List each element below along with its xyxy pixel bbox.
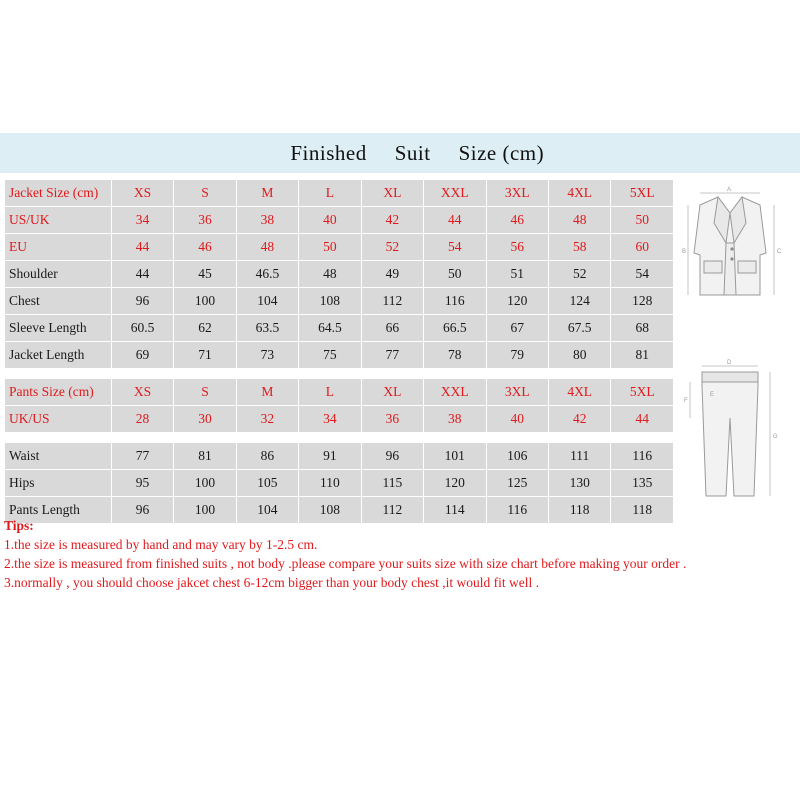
cell: 60.5 xyxy=(111,315,173,342)
cell: 66 xyxy=(361,315,423,342)
jacket-header-xl: XL xyxy=(361,180,423,207)
cell: 125 xyxy=(486,470,548,497)
cell: 100 xyxy=(174,470,236,497)
row-label: Hips xyxy=(5,470,112,497)
cell: 32 xyxy=(236,406,298,433)
trousers-icon xyxy=(670,356,790,516)
cell: 96 xyxy=(111,288,173,315)
cell: 67 xyxy=(486,315,548,342)
cell: 42 xyxy=(361,207,423,234)
cell: 100 xyxy=(174,288,236,315)
cell: 40 xyxy=(299,207,361,234)
tip-line-1: 1.the size is measured by hand and may vary by 1-2.5 cm. xyxy=(4,537,318,552)
cell: 118 xyxy=(548,497,610,524)
cell: 50 xyxy=(299,234,361,261)
cell: 48 xyxy=(299,261,361,288)
cell: 69 xyxy=(111,342,173,369)
cell: 108 xyxy=(299,288,361,315)
cell: 120 xyxy=(424,470,486,497)
jacket-header-5xl: 5XL xyxy=(611,180,674,207)
svg-text:G: G xyxy=(773,434,778,440)
row-label: US/UK xyxy=(5,207,112,234)
cell: 50 xyxy=(611,207,674,234)
cell: 44 xyxy=(111,261,173,288)
cell: 104 xyxy=(236,497,298,524)
jacket-header-s: S xyxy=(174,180,236,207)
cell: 110 xyxy=(299,470,361,497)
cell: 101 xyxy=(424,443,486,470)
cell: 40 xyxy=(486,406,548,433)
cell: 128 xyxy=(611,288,674,315)
cell: 51 xyxy=(486,261,548,288)
suit-jacket-icon xyxy=(670,183,790,333)
cell: 112 xyxy=(361,497,423,524)
jacket-header-3xl: 3XL xyxy=(486,180,548,207)
cell: 86 xyxy=(236,443,298,470)
pants-header-5xl: 5XL xyxy=(611,379,674,406)
jacket-header-xxl: XXL xyxy=(424,180,486,207)
cell: 124 xyxy=(548,288,610,315)
cell: 46.5 xyxy=(236,261,298,288)
cell: 44 xyxy=(611,406,674,433)
cell: 38 xyxy=(236,207,298,234)
table-gap xyxy=(5,369,674,379)
cell: 77 xyxy=(111,443,173,470)
row-label: EU xyxy=(5,234,112,261)
table-row xyxy=(5,180,674,207)
table-row xyxy=(5,315,674,342)
cell: 130 xyxy=(548,470,610,497)
cell: 81 xyxy=(174,443,236,470)
cell: 36 xyxy=(361,406,423,433)
cell: 80 xyxy=(548,342,610,369)
table-row xyxy=(5,443,674,470)
cell: 77 xyxy=(361,342,423,369)
row-label: Chest xyxy=(5,288,112,315)
cell: 135 xyxy=(611,470,674,497)
pants-header-xxl: XXL xyxy=(424,379,486,406)
tip-line-3: 3.normally , you should choose jakcet chest 6-12cm bigger than your body chest ,it would fit well . xyxy=(4,575,540,590)
cell: 73 xyxy=(236,342,298,369)
tip-line-2: 2.the size is measured from finished suits , not body .please compare your suits size with size chart before making your order . xyxy=(4,556,687,571)
row-label: Shoulder xyxy=(5,261,112,288)
cell: 48 xyxy=(236,234,298,261)
table-row xyxy=(5,234,674,261)
row-label: UK/US xyxy=(5,406,112,433)
cell: 36 xyxy=(174,207,236,234)
cell: 54 xyxy=(611,261,674,288)
jacket-header-m: M xyxy=(236,180,298,207)
cell: 58 xyxy=(548,234,610,261)
figures-area xyxy=(670,183,790,521)
cell: 96 xyxy=(111,497,173,524)
size-chart xyxy=(0,133,800,623)
cell: 120 xyxy=(486,288,548,315)
cell: 104 xyxy=(236,288,298,315)
pants-header-l: L xyxy=(299,379,361,406)
cell: 75 xyxy=(299,342,361,369)
cell: 52 xyxy=(548,261,610,288)
cell: 111 xyxy=(548,443,610,470)
cell: 64.5 xyxy=(299,315,361,342)
cell: 46 xyxy=(486,207,548,234)
jacket-header-label: Jacket Size (cm) xyxy=(5,180,112,207)
cell: 46 xyxy=(174,234,236,261)
svg-text:B: B xyxy=(682,249,687,255)
table-gap xyxy=(5,433,674,443)
row-label: Sleeve Length xyxy=(5,315,112,342)
cell: 34 xyxy=(111,207,173,234)
cell: 67.5 xyxy=(548,315,610,342)
cell: 95 xyxy=(111,470,173,497)
cell: 48 xyxy=(548,207,610,234)
cell: 108 xyxy=(299,497,361,524)
jacket-header-4xl: 4XL xyxy=(548,180,610,207)
cell: 42 xyxy=(548,406,610,433)
cell: 116 xyxy=(611,443,674,470)
tables-area xyxy=(4,179,674,524)
cell: 60 xyxy=(611,234,674,261)
cell: 105 xyxy=(236,470,298,497)
cell: 44 xyxy=(424,207,486,234)
cell: 112 xyxy=(361,288,423,315)
pants-header-4xl: 4XL xyxy=(548,379,610,406)
cell: 62 xyxy=(174,315,236,342)
cell: 96 xyxy=(361,443,423,470)
cell: 52 xyxy=(361,234,423,261)
chart-title-band xyxy=(0,133,800,173)
pants-header-s: S xyxy=(174,379,236,406)
cell: 114 xyxy=(424,497,486,524)
pants-size-table xyxy=(4,378,674,524)
pants-header-xs: XS xyxy=(111,379,173,406)
svg-text:A: A xyxy=(727,187,732,193)
cell: 54 xyxy=(424,234,486,261)
table-row xyxy=(5,470,674,497)
svg-text:E: E xyxy=(710,392,715,398)
cell: 116 xyxy=(486,497,548,524)
cell: 79 xyxy=(486,342,548,369)
title-part-3: Size (cm) xyxy=(458,140,545,165)
jacket-header-l: L xyxy=(299,180,361,207)
table-row xyxy=(5,207,674,234)
cell: 106 xyxy=(486,443,548,470)
cell: 81 xyxy=(611,342,674,369)
cell: 45 xyxy=(174,261,236,288)
cell: 118 xyxy=(611,497,674,524)
row-label: Pants Length xyxy=(5,497,112,524)
pants-header-xl: XL xyxy=(361,379,423,406)
cell: 91 xyxy=(299,443,361,470)
row-label: Waist xyxy=(5,443,112,470)
row-label: Jacket Length xyxy=(5,342,112,369)
cell: 71 xyxy=(174,342,236,369)
table-row xyxy=(5,342,674,369)
table-row xyxy=(5,379,674,406)
pants-header-3xl: 3XL xyxy=(486,379,548,406)
svg-text:F: F xyxy=(684,398,688,404)
cell: 100 xyxy=(174,497,236,524)
cell: 115 xyxy=(361,470,423,497)
cell: 30 xyxy=(174,406,236,433)
cell: 116 xyxy=(424,288,486,315)
cell: 38 xyxy=(424,406,486,433)
cell: 28 xyxy=(111,406,173,433)
tips-heading: Tips: xyxy=(4,518,34,533)
cell: 56 xyxy=(486,234,548,261)
title-part-2: Suit xyxy=(394,140,431,165)
jacket-header-xs: XS xyxy=(111,180,173,207)
pants-header-label: Pants Size (cm) xyxy=(5,379,112,406)
cell: 66.5 xyxy=(424,315,486,342)
table-row xyxy=(5,261,674,288)
cell: 50 xyxy=(424,261,486,288)
table-row xyxy=(5,406,674,433)
svg-text:C: C xyxy=(777,249,782,255)
cell: 34 xyxy=(299,406,361,433)
table-row xyxy=(5,288,674,315)
svg-text:D: D xyxy=(727,360,732,366)
cell: 63.5 xyxy=(236,315,298,342)
jacket-size-table xyxy=(4,179,674,378)
title-part-1: Finished xyxy=(290,140,367,165)
cell: 68 xyxy=(611,315,674,342)
pants-header-m: M xyxy=(236,379,298,406)
cell: 49 xyxy=(361,261,423,288)
cell: 78 xyxy=(424,342,486,369)
tips-block xyxy=(4,516,704,592)
cell: 44 xyxy=(111,234,173,261)
